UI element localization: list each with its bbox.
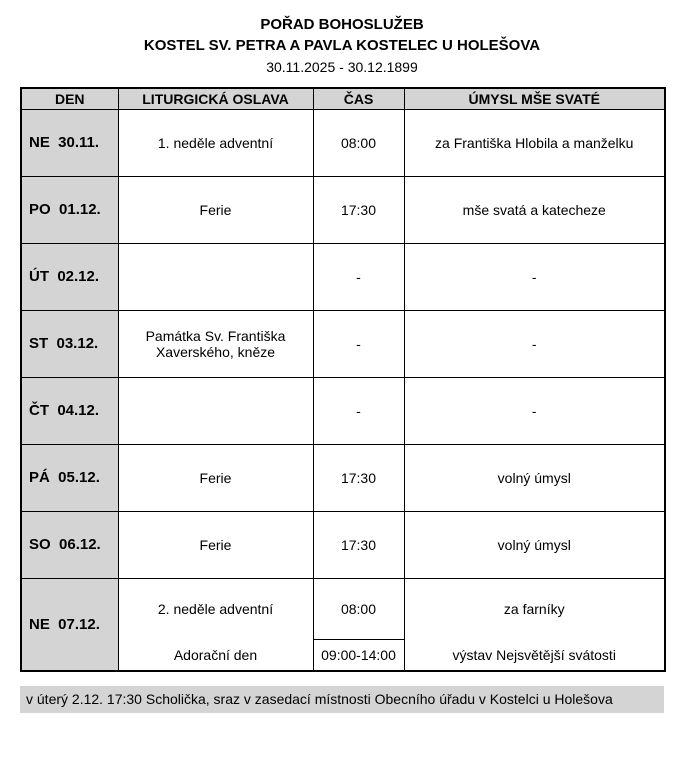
table-row (21, 243, 665, 310)
column-header-day: DEN (21, 88, 118, 109)
day-cell: SO 06.12. (21, 511, 118, 578)
intention-cell: volný úmysl (404, 444, 665, 511)
time-cell: - (313, 310, 404, 377)
column-header-time: ČAS (313, 88, 404, 109)
table-row (21, 109, 665, 176)
time-cell: 17:30 (313, 176, 404, 243)
column-header-celebration: LITURGICKÁ OSLAVA (118, 88, 313, 109)
day-cell: ČT 04.12. (21, 377, 118, 444)
table-row (21, 310, 665, 377)
table-row-span-top (21, 578, 665, 639)
intention-cell: za Františka Hlobila a manželku (404, 109, 665, 176)
table-row-span-bottom (21, 639, 665, 671)
footer-note: v úterý 2.12. 17:30 Scholička, sraz v zasedací místnosti Obecního úřadu v Kostelci u Holešova (20, 686, 664, 713)
time-cell: - (313, 243, 404, 310)
intention-cell: za farníky (404, 578, 665, 639)
day-cell: NE 30.11. (21, 109, 118, 176)
column-header-intention: ÚMYSL MŠE SVATÉ (404, 88, 665, 109)
time-cell: - (313, 377, 404, 444)
day-cell: NE 07.12. (21, 578, 118, 671)
intention-cell: volný úmysl (404, 511, 665, 578)
date-range: 30.11.2025 - 30.12.1899 (266, 59, 418, 75)
intention-cell: - (404, 377, 665, 444)
intention-cell: - (404, 243, 665, 310)
celebration-cell: 1. neděle adventní (118, 109, 313, 176)
time-cell: 17:30 (313, 511, 404, 578)
celebration-cell: Ferie (118, 511, 313, 578)
table-row (21, 511, 665, 578)
celebration-cell: Ferie (118, 176, 313, 243)
day-cell: PÁ 05.12. (21, 444, 118, 511)
time-cell: 08:00 (313, 109, 404, 176)
day-cell: ST 03.12. (21, 310, 118, 377)
celebration-cell (118, 377, 313, 444)
time-cell: 17:30 (313, 444, 404, 511)
day-cell: ÚT 02.12. (21, 243, 118, 310)
celebration-cell: Ferie (118, 444, 313, 511)
table-header-row (21, 88, 665, 109)
day-cell: PO 01.12. (21, 176, 118, 243)
page-title: POŘAD BOHOSLUŽEB (260, 16, 424, 33)
schedule-table (20, 87, 666, 672)
celebration-cell: Adorační den (118, 639, 313, 671)
celebration-cell: 2. neděle adventní (118, 578, 313, 639)
intention-cell: výstav Nejsvětější svátosti (404, 639, 665, 671)
page-subtitle: KOSTEL SV. PETRA A PAVLA KOSTELEC U HOLEŠOVA (143, 37, 541, 54)
time-cell: 08:00 (313, 578, 404, 639)
title-block (20, 16, 664, 75)
time-cell: 09:00-14:00 (313, 639, 404, 671)
table-row (21, 176, 665, 243)
celebration-cell (118, 243, 313, 310)
table-row (21, 444, 665, 511)
intention-cell: - (404, 310, 665, 377)
celebration-cell: Památka Sv. Františka Xaverského, kněze (118, 310, 313, 377)
table-row (21, 377, 665, 444)
intention-cell: mše svatá a katecheze (404, 176, 665, 243)
